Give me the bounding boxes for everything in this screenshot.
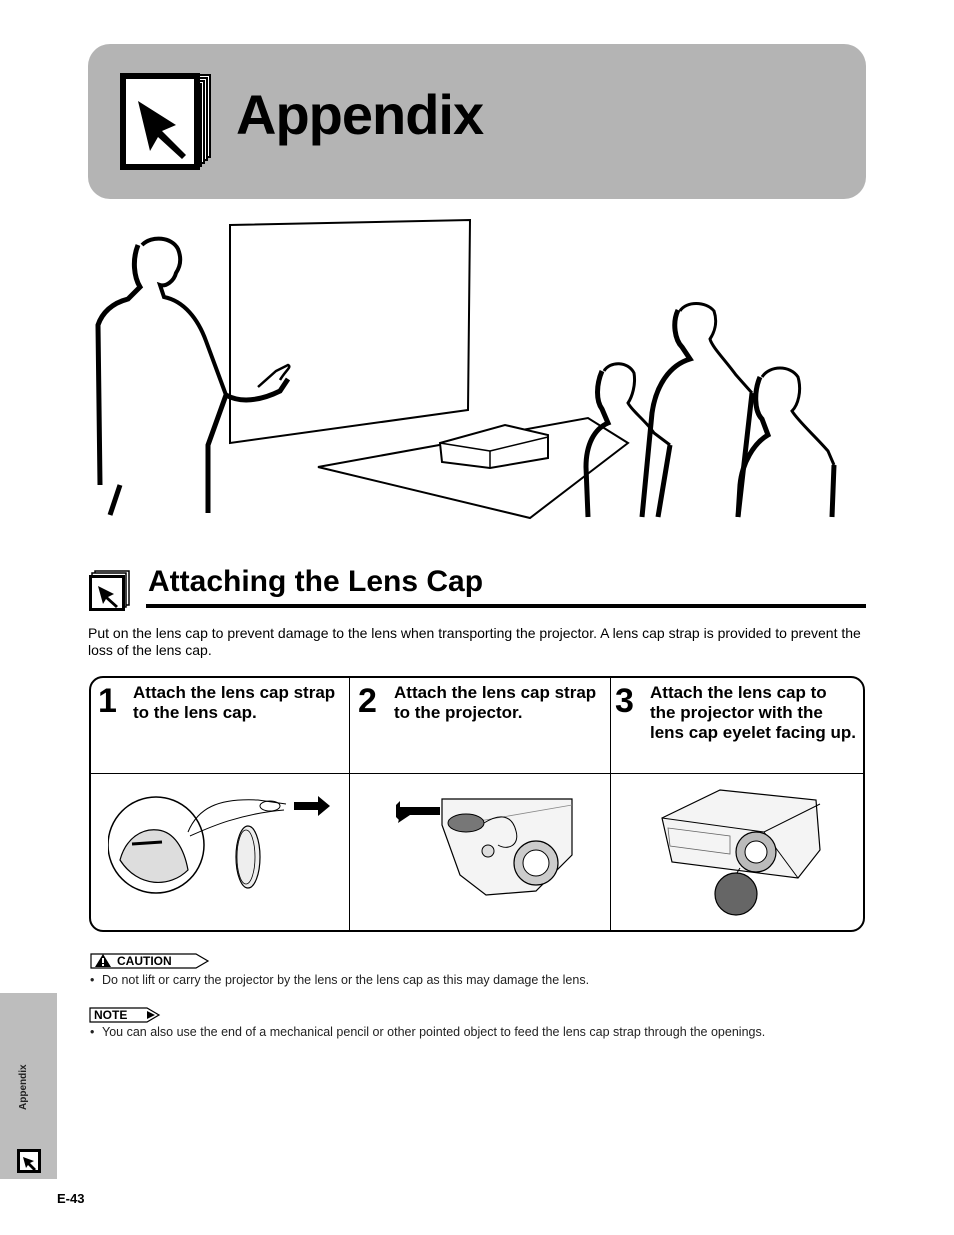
note-label: NOTE [94,1008,128,1022]
appendix-icon [120,73,212,170]
step-3-attached-cap-illustration [660,788,825,916]
step-1-lens-cap-strap-illustration [108,790,333,895]
step-1-text: Attach the lens cap strap to the lens cap. [133,683,336,722]
step-2-text: Attach the lens cap strap to the projector. [394,683,597,722]
step-divider [610,678,611,930]
section-title: Attaching the Lens Cap [148,565,484,598]
caution-item: Do not lift or carry the projector by the lens or the lens cap as this may damage the lens. [102,973,590,987]
section-icon [89,570,130,611]
presentation-scene-illustration [90,215,850,525]
note-bullet-marker: • [90,1025,95,1039]
caution-label: CAUTION [117,954,172,968]
step-1-number: 1 [98,682,117,720]
step-2-projector-strap-illustration [396,795,576,900]
page-title: Appendix [236,83,484,146]
section-divider [146,604,866,608]
step-divider [349,678,350,930]
step-3-text: Attach the lens cap to the projector with the lens cap eyelet facing up. [650,683,856,742]
sidebar-appendix-icon [17,1149,41,1173]
sidebar-label: Appendix [18,1064,29,1110]
step-3-number: 3 [615,682,634,720]
note-item: You can also use the end of a mechanical pencil or other pointed object to feed the lens cap strap through the openings. [102,1025,766,1039]
step-2-number: 2 [358,682,377,720]
steps-row-divider [91,773,863,774]
caution-bullet-marker: • [90,973,95,987]
page-number: E-43 [57,1191,85,1206]
intro-paragraph: Put on the lens cap to prevent damage to the lens when transporting the projector. A lens cap strap is provided to prevent the loss of the lens cap. [88,625,861,658]
